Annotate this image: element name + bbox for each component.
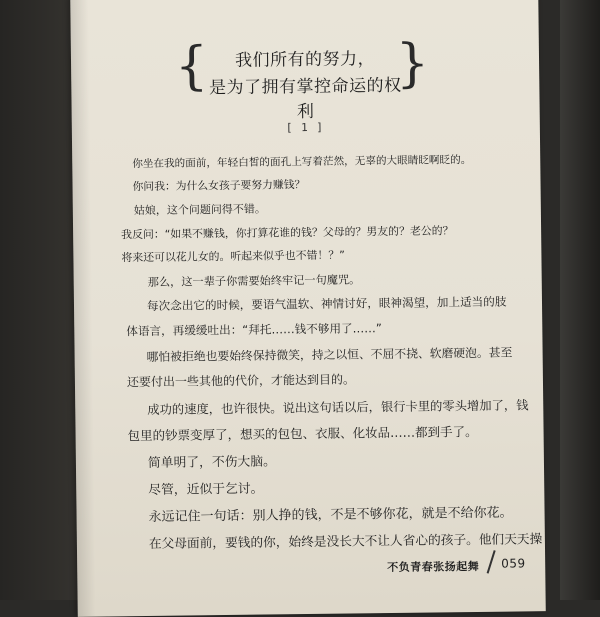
show-through-text bbox=[130, 18, 141, 34]
chapter-title-line-1: 我们所有的努力， bbox=[234, 49, 376, 71]
background-left bbox=[0, 0, 78, 600]
text-line: 将来还可以花儿女的。听起来似乎也不错！？” bbox=[121, 248, 345, 265]
footer-divider bbox=[487, 550, 496, 573]
text-line: 在父母面前，要钱的你，始终是没长大不让人省心的孩子。他们天天操 bbox=[148, 531, 543, 551]
chapter-title-block bbox=[174, 33, 430, 123]
left-brace-icon: { bbox=[174, 36, 209, 97]
text-line: 简单明了，不伤大脑。 bbox=[147, 454, 276, 471]
text-line: 我反问：“如果不赚钱，你打算花谁的钱？父母的？男友的？老公的？ bbox=[121, 224, 454, 242]
text-line: 还要付出一些其他的代价，才能达到目的。 bbox=[126, 372, 356, 390]
text-line: 尽管，近似于乞讨。 bbox=[148, 481, 264, 498]
chapter-title-line-2: 是为了拥有掌控命运的权利 bbox=[208, 75, 402, 123]
background-right bbox=[560, 0, 600, 600]
text-line: 你坐在我的面前，年轻白皙的面孔上写着茫然，无辜的大眼睛眨啊眨的。 bbox=[132, 153, 472, 171]
section-number: [ 1 ] bbox=[285, 120, 325, 135]
text-line: 那么，这一辈子你需要始终牢记一句魔咒。 bbox=[147, 273, 361, 289]
book-page bbox=[70, 0, 546, 617]
text-line: 每次念出它的时候，要语气温软、神情讨好，眼神渴望，加上适当的肢 bbox=[146, 294, 507, 313]
text-line: 体语言，再缓缓吐出：“拜托……钱不够用了……” bbox=[126, 321, 382, 339]
right-brace-icon: } bbox=[395, 33, 430, 94]
text-line: 你问我：为什么女孩子要努力赚钱？ bbox=[132, 178, 306, 194]
text-line: 姑娘，这个问题问得不错。 bbox=[133, 202, 266, 218]
text-line: 永远记住一句话：别人挣的钱，不是不够你花，就是不给你花。 bbox=[148, 505, 513, 525]
page-number: 059 bbox=[501, 556, 526, 571]
running-footer-title: 不负青春张扬起舞 bbox=[387, 559, 480, 575]
body-text bbox=[121, 151, 543, 551]
text-line: 成功的速度，也许很快。说出这句话以后，银行卡里的零头增加了，钱 bbox=[147, 398, 529, 417]
text-line: 包里的钞票变厚了，想买的包包、衣服、化妆品……都到手了。 bbox=[127, 423, 478, 444]
text-line: 哪怕被拒绝也要始终保持微笑，持之以恒、不屈不挠、软磨硬泡。甚至 bbox=[146, 345, 513, 364]
